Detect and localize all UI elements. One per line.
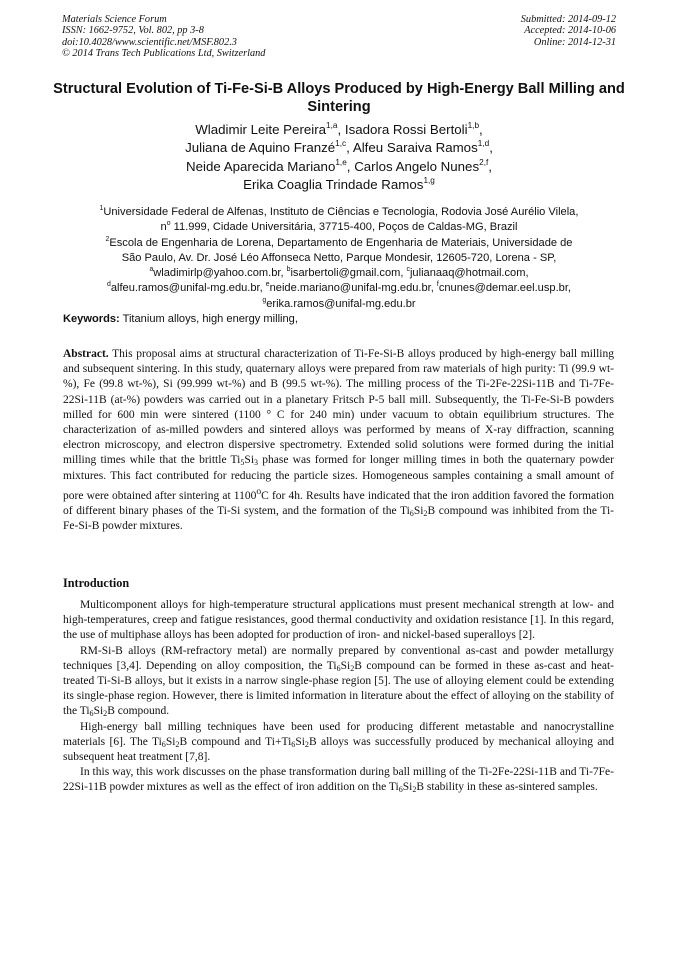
paragraph-text: B compound and Ti+Ti (179, 735, 292, 748)
affiliation-marker: o (166, 220, 171, 228)
affiliation-marker: 2 (105, 235, 110, 243)
affiliation-marker: g (262, 296, 267, 304)
affiliation-text: n (160, 221, 167, 234)
affiliation-marker: c (406, 266, 410, 274)
affiliation-text: neide.mariano@unifal-mg.edu.br, (269, 282, 437, 295)
author-affiliation-marker: 1,a (326, 120, 338, 130)
introduction-paragraph (63, 598, 614, 644)
journal-copyright: © 2014 Trans Tech Publications Ltd, Switzerland (62, 47, 266, 59)
affiliation-marker: 1 (99, 204, 104, 212)
affiliation-text: alfeu.ramos@unifal-mg.edu.br, (110, 282, 266, 295)
accepted-date: Accepted: 2014-10-06 (524, 25, 616, 37)
paragraph-text: Si (295, 735, 305, 748)
paragraph-text: 2 (175, 739, 180, 749)
keywords-text: Titanium alloys, high energy milling, (119, 313, 298, 325)
author-affiliation-marker: 2,f (479, 157, 489, 167)
paragraph-text: Multicomponent alloys for high-temperature structural applications must present mechanical strength at low- and high-temperatures, creep and fatigue resistances, good thermal conductivity and oxidation resistance [1]. In this regard, the use of multiphase alloys has been adopted for production of iron- and nickel-based superalloys [2]. (63, 599, 614, 642)
abstract-text: 3 (254, 458, 259, 468)
abstract-text: Si (413, 504, 424, 517)
paragraph-text: 6 (336, 663, 341, 673)
author-separator: , (346, 140, 353, 156)
author-affiliation-marker: 1,g (423, 175, 435, 185)
abstract-text: B compound was inhibited from the Ti-Fe-Si-B powder mixtures. (63, 504, 614, 533)
paragraph-text: 6 (398, 785, 403, 795)
paragraph-text: Si (402, 781, 413, 794)
affiliation-text: cnunes@demar.eel.usp.br, (438, 282, 571, 295)
paragraph-text: 6 (89, 709, 94, 719)
affiliation-text: erika.ramos@unifal-mg.edu.br (266, 297, 416, 310)
section-heading-introduction: Introduction (63, 576, 130, 590)
affiliation-text: Escola de Engenharia de Lorena, Departamento de Engenharia de Materiais, Universidade de (109, 236, 573, 249)
author-separator: , (337, 122, 345, 137)
author-name: Neide Aparecida Mariano (186, 158, 336, 174)
paragraph-text: 6 (161, 739, 166, 749)
paper-title: Structural Evolution of Ti-Fe-Si-B Alloys Produced by High-Energy Ball Milling and Sintering (53, 81, 625, 115)
affiliation-marker: e (265, 281, 270, 289)
affiliation-text: isarbertoli@gmail.com, (290, 267, 407, 280)
abstract-text: 6 (409, 508, 414, 518)
introduction-paragraph (63, 720, 614, 766)
paragraph-text: RM-Si-B alloys (RM-refractory metal) are normally prepared by conventional as-cast and powder metallurgy techniques [3,4]. Depending on alloy composition, the Ti (63, 644, 614, 672)
affiliation-line (56, 297, 622, 312)
paragraph-text: 2 (304, 739, 309, 749)
journal-doi[interactable]: doi:10.4028/www.scientific.net/MSF.802.3 (62, 36, 237, 48)
paragraph-text: B compound can be formed in these as-cast and heat-treated Ti-Si-B alloys, but it exists in a narrow single-phase region [5]. The use of alloying element could be extending its single-phase region. However, there is limited information in literature about the effect of alloying on the stability of the Ti (63, 659, 614, 718)
introduction-paragraph (63, 765, 614, 795)
paragraph-text: 6 (291, 739, 296, 749)
author-name: Carlos Angelo Nunes (354, 158, 480, 174)
affiliation-line (56, 236, 622, 251)
paragraph-text: 2 (103, 709, 108, 719)
affiliation-line (56, 220, 622, 235)
author-affiliation-marker: 1,d (477, 139, 490, 149)
affiliation-marker: b (286, 266, 291, 274)
affiliation-line (56, 281, 622, 296)
abstract-text: C for 4h. Results have indicated that the iron addition favored the formation of different binary phases of the Ti-Si system, and the formation of the Ti (63, 489, 614, 517)
paragraph-text: B compound. (107, 705, 170, 718)
introduction-paragraph (63, 644, 614, 720)
author-name: Wladimir Leite Pereira (195, 122, 327, 137)
affiliation-marker: d (107, 281, 111, 289)
affiliation-line (56, 205, 622, 220)
author-name: Juliana de Aquino Franzé (185, 140, 336, 156)
online-date: Online: 2014-12-31 (533, 36, 616, 48)
affiliation-text: julianaaq@hotmail.com, (409, 267, 529, 280)
affiliation-marker: f (436, 281, 439, 289)
affiliation-text: wladimirlp@yahoo.com.br, (153, 267, 287, 280)
journal-issn: ISSN: 1662-9752, Vol. 802, pp 3-8 (62, 25, 204, 37)
publication-dates (521, 14, 616, 48)
paragraph-text: High-energy ball milling techniques have been used for producing different metastable and nanocrystalline materials [6]. The Ti (63, 720, 614, 748)
author-list (40, 121, 638, 194)
author-name: Erika Coaglia Trindade Ramos (243, 176, 424, 192)
paragraph-text: Si (340, 659, 351, 672)
affiliation-text: Universidade Federal de Alfenas, Instituto de Ciências e Tecnologia, Rodovia José Aurélio Vilela, (103, 206, 579, 218)
abstract-text: 2 (423, 508, 428, 518)
author-affiliation-marker: 1,c (335, 139, 347, 149)
author-name: Alfeu Saraiva Ramos (352, 140, 478, 156)
affiliation-text: São Paulo, Av. Dr. José Léo Affonseca Netto, Parque Mondesir, 12605-720, Lorena - SP, (121, 251, 557, 264)
affiliations (56, 205, 622, 312)
keywords-label: Keywords: (63, 313, 120, 325)
paragraph-text: Si (93, 705, 104, 718)
paragraph-text: 2 (412, 785, 417, 795)
paragraph-text: 2 (350, 663, 355, 673)
author-affiliation-marker: 1,b (467, 120, 480, 130)
author-separator: , (489, 140, 493, 156)
abstract-text: Si (244, 454, 255, 467)
affiliation-line (56, 251, 622, 266)
abstract (63, 347, 614, 534)
submitted-date: Submitted: 2014-09-12 (520, 14, 616, 25)
author-separator: , (479, 122, 483, 137)
paragraph-text: Si (165, 735, 176, 748)
affiliation-line (56, 266, 622, 281)
affiliation-marker: a (149, 266, 154, 274)
paragraph-text: B alloys was successfully produced by mechanical alloying and subsequent heat treatment [7,8]. (63, 735, 615, 764)
abstract-label: Abstract. (63, 348, 109, 360)
journal-name: Materials Science Forum (62, 14, 167, 25)
paragraph-text: B stability in these as-sintered samples. (416, 781, 598, 794)
affiliation-text: 11.999, Cidade Universitária, 37715-400, Poços de Caldas-MG, Brazil (170, 221, 518, 234)
abstract-text: phase was formed for longer milling times in both the quaternary powder mixtures. This fact contributed for reducing the particle sizes. Homogeneous samples containing a small amount of pore were obtained after sintering at 1100 (63, 454, 614, 502)
keywords (63, 312, 623, 326)
author-separator: , (346, 158, 355, 174)
author-separator: , (488, 158, 492, 174)
author-affiliation-marker: 1,e (335, 157, 347, 167)
paragraph-text: In this way, this work discusses on the phase transformation during ball milling of the Ti-2Fe-22Si-11B and Ti-7Fe-22Si-11B powder mixtures as well as the effect of iron addition on the Ti (63, 766, 614, 794)
abstract-text: This proposal aims at structural characterization of Ti-Fe-Si-B alloys produced by high-energy ball milling and subsequent sintering. In this study, quaternary alloys were prepared from raw materials of high purity: Ti (99.9 wt-%), Fe (99.8 wt-%), Si (99.999 wt-%) and B (99.5 wt-%). The milling process of the Ti-2Fe-22Si-11B and Ti-7Fe-22Si-11B (at-%) powders was carried out in a planetary Fritsch P-5 ball mill. Subsequently, the Ti-Fe-Si-B powders milled for 600 min were sintered (1100 ° C for 240 min) under vacuum to obtain equilibrium structures. The characterization of as-milled powders and sintered alloys was performed by means of X-ray diffraction, scanning electron microscopy, and electron dispersive spectrometry. Extended solid solutions were formed during the initial milling times while that the brittle Ti (63, 348, 614, 467)
journal-info (62, 14, 265, 59)
abstract-text: 5 (240, 458, 245, 468)
introduction-body (63, 598, 614, 796)
author-name: Isadora Rossi Bertoli (344, 122, 468, 137)
abstract-text: o (256, 485, 262, 497)
